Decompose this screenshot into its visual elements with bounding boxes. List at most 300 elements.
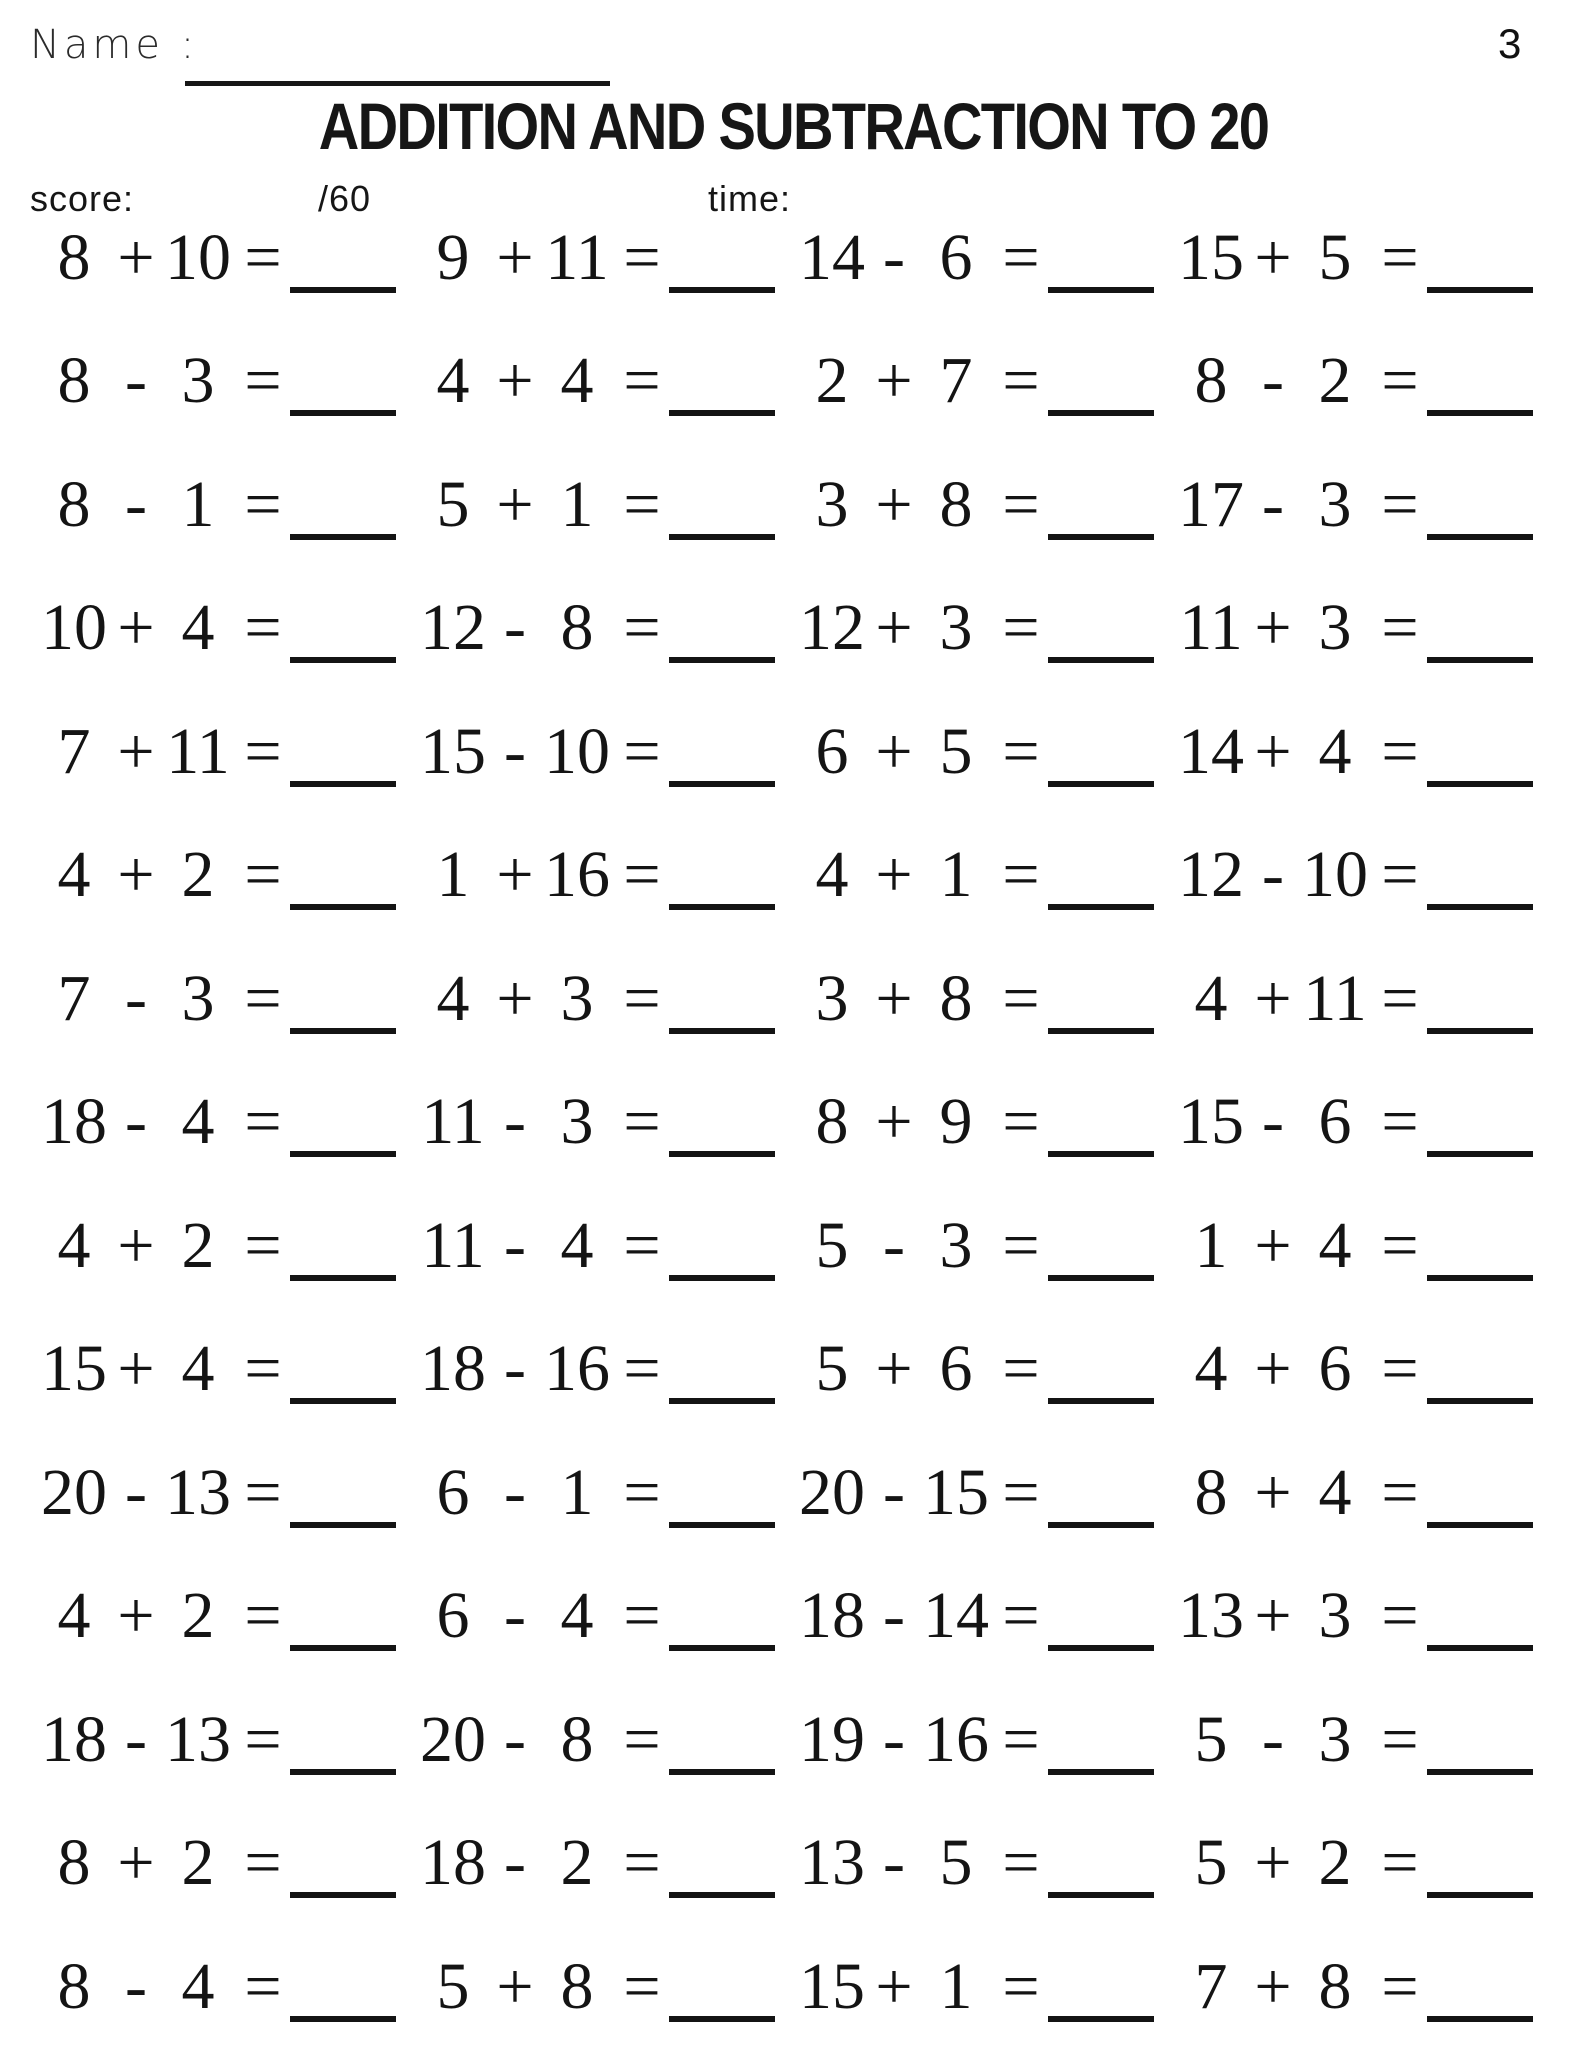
- answer-blank[interactable]: [669, 1605, 775, 1651]
- operand-1: 4: [1194, 1332, 1228, 1406]
- operand-1: 14: [1178, 714, 1244, 788]
- answer-blank[interactable]: [290, 247, 396, 293]
- operand-1: 20: [799, 1455, 865, 1529]
- problem: [794, 1308, 1173, 1432]
- operand-2: 4: [181, 1949, 215, 2023]
- problem: [1173, 320, 1552, 444]
- operand-2: 5: [939, 1826, 973, 1900]
- answer-blank[interactable]: [669, 1976, 775, 2022]
- problem: [794, 196, 1173, 320]
- problem: [1173, 1308, 1552, 1432]
- answer-blank[interactable]: [1048, 1235, 1154, 1281]
- problem: [794, 690, 1173, 814]
- equals-sign: =: [1002, 961, 1040, 1035]
- operand-1: 6: [436, 1579, 470, 1653]
- equals-sign: =: [244, 591, 282, 665]
- equals-sign: =: [244, 1826, 282, 1900]
- equals-sign: =: [1002, 1455, 1040, 1529]
- problem: [1173, 937, 1552, 1061]
- operator: -: [883, 1702, 905, 1776]
- answer-blank[interactable]: [669, 864, 775, 910]
- problem: [36, 814, 415, 938]
- equals-sign: =: [1381, 1455, 1419, 1529]
- name-label: Name :: [30, 22, 199, 68]
- equals-sign: =: [1381, 1702, 1419, 1776]
- operand-2: 5: [939, 714, 973, 788]
- operand-1: 13: [1178, 1579, 1244, 1653]
- answer-blank[interactable]: [669, 617, 775, 663]
- operand-1: 4: [57, 838, 91, 912]
- equals-sign: =: [1002, 1085, 1040, 1159]
- problem: [794, 1061, 1173, 1185]
- operator: -: [504, 1826, 526, 1900]
- operator: +: [117, 1332, 155, 1406]
- answer-blank[interactable]: [669, 1852, 775, 1898]
- problem: [1173, 1431, 1552, 1555]
- answer-blank[interactable]: [1427, 988, 1533, 1034]
- answer-blank[interactable]: [1427, 247, 1533, 293]
- answer-blank[interactable]: [1427, 864, 1533, 910]
- answer-blank[interactable]: [669, 1729, 775, 1775]
- equals-sign: =: [1002, 838, 1040, 912]
- equals-sign: =: [1381, 220, 1419, 294]
- operand-1: 3: [815, 467, 849, 541]
- answer-blank[interactable]: [1427, 1111, 1533, 1157]
- equals-sign: =: [1002, 1702, 1040, 1776]
- problem: [794, 1555, 1173, 1679]
- problem: [415, 1678, 794, 1802]
- operator: +: [875, 344, 913, 418]
- equals-sign: =: [244, 344, 282, 418]
- operand-1: 8: [57, 467, 91, 541]
- operator: -: [504, 1208, 526, 1282]
- equals-sign: =: [244, 838, 282, 912]
- operand-1: 20: [420, 1702, 486, 1776]
- answer-blank[interactable]: [669, 494, 775, 540]
- operand-2: 3: [1318, 467, 1352, 541]
- operand-2: 2: [1318, 344, 1352, 418]
- operator: +: [117, 1208, 155, 1282]
- operand-2: 3: [1318, 1702, 1352, 1776]
- operand-2: 4: [560, 1208, 594, 1282]
- answer-blank[interactable]: [1048, 1111, 1154, 1157]
- operand-1: 18: [420, 1826, 486, 1900]
- operand-1: 7: [57, 961, 91, 1035]
- operand-1: 8: [57, 1949, 91, 2023]
- operand-2: 3: [939, 591, 973, 665]
- operand-2: 10: [165, 220, 231, 294]
- problem: [36, 1925, 415, 2049]
- problem: [794, 1678, 1173, 1802]
- problem-grid: [36, 196, 1552, 2049]
- problem: [415, 1061, 794, 1185]
- operator: +: [117, 838, 155, 912]
- operand-1: 10: [41, 591, 107, 665]
- operator: +: [496, 220, 534, 294]
- equals-sign: =: [244, 1085, 282, 1159]
- operator: +: [117, 714, 155, 788]
- problem: [415, 1555, 794, 1679]
- problem: [1173, 814, 1552, 938]
- answer-blank[interactable]: [1427, 1976, 1533, 2022]
- operator: -: [125, 344, 147, 418]
- answer-blank[interactable]: [1048, 1358, 1154, 1404]
- answer-blank[interactable]: [290, 988, 396, 1034]
- answer-blank[interactable]: [1048, 1605, 1154, 1651]
- operator: +: [1254, 1455, 1292, 1529]
- operand-2: 11: [166, 714, 230, 788]
- name-input-line[interactable]: [185, 81, 610, 86]
- problem: [794, 567, 1173, 691]
- operand-2: 8: [939, 961, 973, 1035]
- equals-sign: =: [1381, 1208, 1419, 1282]
- operand-2: 1: [560, 467, 594, 541]
- operator: +: [1254, 1826, 1292, 1900]
- operand-2: 5: [1318, 220, 1352, 294]
- operator: +: [1254, 220, 1292, 294]
- equals-sign: =: [1002, 1579, 1040, 1653]
- answer-blank[interactable]: [1048, 864, 1154, 910]
- answer-blank[interactable]: [1048, 741, 1154, 787]
- problem: [36, 1678, 415, 1802]
- answer-blank[interactable]: [1427, 741, 1533, 787]
- equals-sign: =: [244, 1455, 282, 1529]
- operand-2: 11: [545, 220, 609, 294]
- answer-blank[interactable]: [1427, 1605, 1533, 1651]
- answer-blank[interactable]: [1427, 1729, 1533, 1775]
- operand-2: 13: [165, 1455, 231, 1529]
- answer-blank[interactable]: [1427, 494, 1533, 540]
- answer-blank[interactable]: [669, 1111, 775, 1157]
- problem: [794, 443, 1173, 567]
- answer-blank[interactable]: [290, 1976, 396, 2022]
- operator: -: [125, 1455, 147, 1529]
- operator: +: [117, 1579, 155, 1653]
- answer-blank[interactable]: [669, 247, 775, 293]
- answer-blank[interactable]: [669, 741, 775, 787]
- answer-blank[interactable]: [1427, 1358, 1533, 1404]
- operand-2: 2: [560, 1826, 594, 1900]
- problem: [36, 1555, 415, 1679]
- operator: -: [504, 714, 526, 788]
- equals-sign: =: [1002, 1826, 1040, 1900]
- problem: [36, 1802, 415, 1926]
- operand-1: 11: [421, 1085, 485, 1159]
- operand-2: 13: [165, 1702, 231, 1776]
- operand-1: 8: [1194, 1455, 1228, 1529]
- answer-blank[interactable]: [669, 370, 775, 416]
- time-label: time:: [708, 178, 792, 219]
- equals-sign: =: [623, 1208, 661, 1282]
- operand-2: 6: [1318, 1332, 1352, 1406]
- worksheet-title: [0, 88, 1588, 164]
- problem: [794, 937, 1173, 1061]
- operator: +: [496, 961, 534, 1035]
- score-total: /60: [318, 178, 372, 219]
- equals-sign: =: [1381, 1085, 1419, 1159]
- operator: -: [883, 1208, 905, 1282]
- answer-blank[interactable]: [1048, 1482, 1154, 1528]
- operand-2: 11: [1303, 961, 1367, 1035]
- answer-blank[interactable]: [290, 741, 396, 787]
- operand-2: 4: [181, 591, 215, 665]
- operand-1: 18: [799, 1579, 865, 1653]
- operand-1: 15: [41, 1332, 107, 1406]
- operand-1: 8: [57, 344, 91, 418]
- operand-2: 8: [560, 591, 594, 665]
- operator: +: [1254, 1579, 1292, 1653]
- operand-1: 8: [815, 1085, 849, 1159]
- operand-1: 7: [57, 714, 91, 788]
- operator: -: [504, 1579, 526, 1653]
- operator: +: [875, 1085, 913, 1159]
- operator: -: [504, 1332, 526, 1406]
- equals-sign: =: [623, 1455, 661, 1529]
- answer-blank[interactable]: [290, 1852, 396, 1898]
- operator: +: [1254, 1949, 1292, 2023]
- operator: +: [1254, 961, 1292, 1035]
- operand-1: 6: [815, 714, 849, 788]
- operand-1: 8: [1194, 344, 1228, 418]
- answer-blank[interactable]: [1048, 988, 1154, 1034]
- operator: +: [875, 1332, 913, 1406]
- operand-2: 8: [939, 467, 973, 541]
- answer-blank[interactable]: [290, 370, 396, 416]
- operand-1: 12: [420, 591, 486, 665]
- problem: [415, 814, 794, 938]
- operator: -: [504, 1085, 526, 1159]
- operand-1: 20: [41, 1455, 107, 1529]
- answer-blank[interactable]: [290, 1605, 396, 1651]
- operand-1: 7: [1194, 1949, 1228, 2023]
- operand-2: 2: [1318, 1826, 1352, 1900]
- operator: -: [504, 591, 526, 665]
- problem: [415, 320, 794, 444]
- answer-blank[interactable]: [290, 1482, 396, 1528]
- answer-blank[interactable]: [1427, 1852, 1533, 1898]
- equals-sign: =: [623, 591, 661, 665]
- equals-sign: =: [244, 220, 282, 294]
- equals-sign: =: [623, 467, 661, 541]
- problem: [415, 1431, 794, 1555]
- operand-1: 12: [1178, 838, 1244, 912]
- operator: -: [125, 961, 147, 1035]
- answer-blank[interactable]: [1048, 370, 1154, 416]
- operand-1: 15: [799, 1949, 865, 2023]
- equals-sign: =: [244, 1579, 282, 1653]
- equals-sign: =: [623, 1702, 661, 1776]
- operand-2: 2: [181, 1826, 215, 1900]
- answer-blank[interactable]: [1048, 494, 1154, 540]
- worksheet-title-text: ADDITION AND SUBTRACTION TO 20: [319, 89, 1269, 163]
- operator: +: [496, 1949, 534, 2023]
- operand-2: 4: [1318, 1455, 1352, 1529]
- operator: +: [496, 838, 534, 912]
- operand-1: 5: [1194, 1826, 1228, 1900]
- equals-sign: =: [1002, 591, 1040, 665]
- problem: [1173, 1184, 1552, 1308]
- operand-2: 10: [1302, 838, 1368, 912]
- operator: +: [1254, 1332, 1292, 1406]
- answer-blank[interactable]: [1427, 1235, 1533, 1281]
- operand-2: 8: [1318, 1949, 1352, 2023]
- problem: [794, 1431, 1173, 1555]
- problem: [36, 196, 415, 320]
- problem: [794, 320, 1173, 444]
- operand-2: 10: [544, 714, 610, 788]
- operator: +: [1254, 1208, 1292, 1282]
- operator: +: [496, 467, 534, 541]
- equals-sign: =: [1381, 961, 1419, 1035]
- operand-1: 14: [799, 220, 865, 294]
- operand-2: 4: [1318, 1208, 1352, 1282]
- operand-2: 2: [181, 1208, 215, 1282]
- answer-blank[interactable]: [1427, 1482, 1533, 1528]
- operand-2: 8: [560, 1702, 594, 1776]
- equals-sign: =: [1381, 1949, 1419, 2023]
- operator: -: [883, 1455, 905, 1529]
- operand-2: 8: [560, 1949, 594, 2023]
- operand-2: 1: [939, 1949, 973, 2023]
- operand-2: 6: [939, 1332, 973, 1406]
- equals-sign: =: [1381, 838, 1419, 912]
- operator: -: [125, 1085, 147, 1159]
- operand-1: 15: [1178, 1085, 1244, 1159]
- problem: [36, 1308, 415, 1432]
- operand-1: 11: [1179, 591, 1243, 665]
- operand-2: 1: [560, 1455, 594, 1529]
- equals-sign: =: [1381, 1579, 1419, 1653]
- equals-sign: =: [1002, 714, 1040, 788]
- answer-blank[interactable]: [669, 1358, 775, 1404]
- equals-sign: =: [244, 714, 282, 788]
- answer-blank[interactable]: [1048, 1976, 1154, 2022]
- operator: -: [504, 1702, 526, 1776]
- operand-2: 7: [939, 344, 973, 418]
- equals-sign: =: [1381, 1826, 1419, 1900]
- answer-blank[interactable]: [290, 1111, 396, 1157]
- equals-sign: =: [244, 1702, 282, 1776]
- equals-sign: =: [623, 220, 661, 294]
- problem: [794, 1925, 1173, 2049]
- operator: -: [1262, 467, 1284, 541]
- equals-sign: =: [244, 1332, 282, 1406]
- operator: +: [1254, 591, 1292, 665]
- operand-1: 4: [1194, 961, 1228, 1035]
- operator: -: [1262, 1702, 1284, 1776]
- problem: [36, 937, 415, 1061]
- operand-1: 13: [799, 1826, 865, 1900]
- answer-blank[interactable]: [1048, 1852, 1154, 1898]
- score-label: score:: [30, 178, 135, 219]
- operator: +: [875, 714, 913, 788]
- equals-sign: =: [244, 467, 282, 541]
- operand-2: 3: [1318, 591, 1352, 665]
- answer-blank[interactable]: [290, 494, 396, 540]
- operator: +: [117, 1826, 155, 1900]
- operand-1: 8: [57, 1826, 91, 1900]
- problem: [1173, 1678, 1552, 1802]
- equals-sign: =: [623, 344, 661, 418]
- answer-blank[interactable]: [290, 1358, 396, 1404]
- operand-1: 2: [815, 344, 849, 418]
- operand-1: 4: [57, 1579, 91, 1653]
- operator: +: [875, 467, 913, 541]
- operand-2: 16: [544, 838, 610, 912]
- answer-blank[interactable]: [669, 1482, 775, 1528]
- answer-blank[interactable]: [669, 988, 775, 1034]
- equals-sign: =: [1381, 1332, 1419, 1406]
- operand-2: 6: [1318, 1085, 1352, 1159]
- answer-blank[interactable]: [1048, 247, 1154, 293]
- operand-1: 15: [1178, 220, 1244, 294]
- equals-sign: =: [1381, 591, 1419, 665]
- answer-blank[interactable]: [1427, 617, 1533, 663]
- operator: +: [875, 838, 913, 912]
- answer-blank[interactable]: [290, 617, 396, 663]
- answer-blank[interactable]: [1048, 1729, 1154, 1775]
- problem: [1173, 1802, 1552, 1926]
- problem: [1173, 1925, 1552, 2049]
- answer-blank[interactable]: [669, 1235, 775, 1281]
- operand-1: 18: [41, 1085, 107, 1159]
- page-number: 3: [1498, 20, 1522, 67]
- operand-2: 4: [560, 344, 594, 418]
- operand-1: 1: [436, 838, 470, 912]
- problem: [1173, 567, 1552, 691]
- operand-1: 4: [57, 1208, 91, 1282]
- operator: -: [125, 1702, 147, 1776]
- answer-blank[interactable]: [290, 864, 396, 910]
- answer-blank[interactable]: [1427, 370, 1533, 416]
- operator: -: [883, 1826, 905, 1900]
- operand-1: 1: [1194, 1208, 1228, 1282]
- answer-blank[interactable]: [1048, 617, 1154, 663]
- operand-1: 5: [436, 1949, 470, 2023]
- operand-1: 11: [421, 1208, 485, 1282]
- operand-2: 3: [181, 961, 215, 1035]
- operand-2: 3: [1318, 1579, 1352, 1653]
- operand-2: 6: [939, 220, 973, 294]
- problem: [794, 814, 1173, 938]
- operand-1: 15: [420, 714, 486, 788]
- operand-2: 4: [181, 1332, 215, 1406]
- operand-2: 4: [560, 1579, 594, 1653]
- operand-1: 5: [436, 467, 470, 541]
- problem: [415, 1925, 794, 2049]
- problem: [36, 1431, 415, 1555]
- operand-1: 4: [436, 344, 470, 418]
- equals-sign: =: [1002, 1332, 1040, 1406]
- operand-1: 8: [57, 220, 91, 294]
- operator: +: [875, 591, 913, 665]
- operand-2: 15: [923, 1455, 989, 1529]
- operand-1: 3: [815, 961, 849, 1035]
- equals-sign: =: [623, 1332, 661, 1406]
- operand-1: 19: [799, 1702, 865, 1776]
- operand-2: 3: [939, 1208, 973, 1282]
- operator: +: [496, 344, 534, 418]
- answer-blank[interactable]: [290, 1729, 396, 1775]
- operator: +: [875, 961, 913, 1035]
- problem: [36, 1184, 415, 1308]
- operand-1: 9: [436, 220, 470, 294]
- operand-2: 16: [923, 1702, 989, 1776]
- equals-sign: =: [1381, 344, 1419, 418]
- operand-2: 4: [1318, 714, 1352, 788]
- answer-blank[interactable]: [290, 1235, 396, 1281]
- equals-sign: =: [244, 1208, 282, 1282]
